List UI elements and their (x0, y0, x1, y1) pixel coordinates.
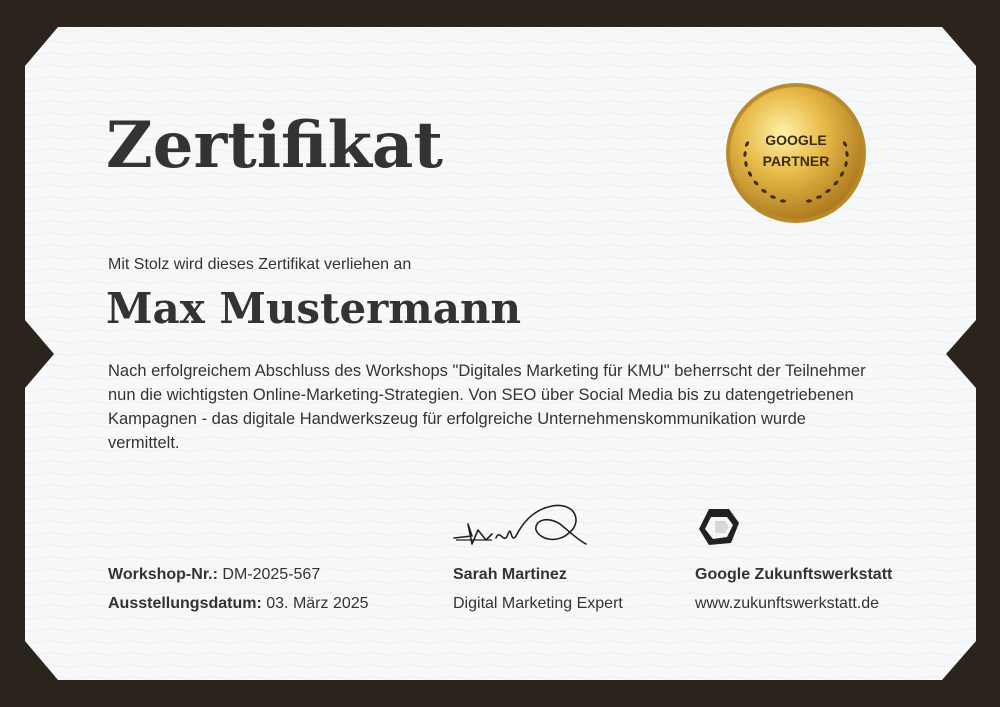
signatory-role: Digital Marketing Expert (453, 595, 623, 612)
signatory-block (453, 560, 623, 618)
workshop-number-row (108, 560, 369, 589)
organization-name: Google Zukunftswerkstatt (695, 566, 893, 583)
organization-block (695, 560, 892, 618)
signatory-name: Sarah Martinez (453, 566, 567, 583)
certificate-title: Zertifikat (106, 108, 443, 183)
seal-label (725, 130, 867, 172)
workshop-number-value: DM-2025-567 (222, 566, 321, 583)
issue-date-row (108, 589, 369, 618)
handwritten-signature (452, 500, 592, 552)
recipient-name: Max Mustermann (106, 284, 522, 333)
intro-text: Mit Stolz wird dieses Zertifikat verliehen an (108, 256, 412, 273)
certificate-meta (108, 560, 369, 618)
seal-line-2: PARTNER (762, 153, 830, 169)
seal-line-1: GOOGLE (765, 132, 827, 148)
description-text: Nach erfolgreichem Abschluss des Workshops "Digitales Marketing für KMU" beherrscht der Teilnehmer nun die wichtigsten Online-Marketing-Strategien. Von SEO über Social Media bis zu datengetriebenen Kampagnen - das digitale Handwerkszeug für erfolgreiche Unternehmenskommunikation wurde vermittelt. (108, 362, 866, 452)
issue-date-label: Ausstellungsdatum: (108, 595, 262, 612)
organization-logo-icon (695, 503, 743, 551)
workshop-number-label: Workshop-Nr.: (108, 566, 218, 583)
issue-date-value: 03. März 2025 (266, 595, 369, 612)
organization-website: www.zukunftswerkstatt.de (695, 595, 880, 612)
